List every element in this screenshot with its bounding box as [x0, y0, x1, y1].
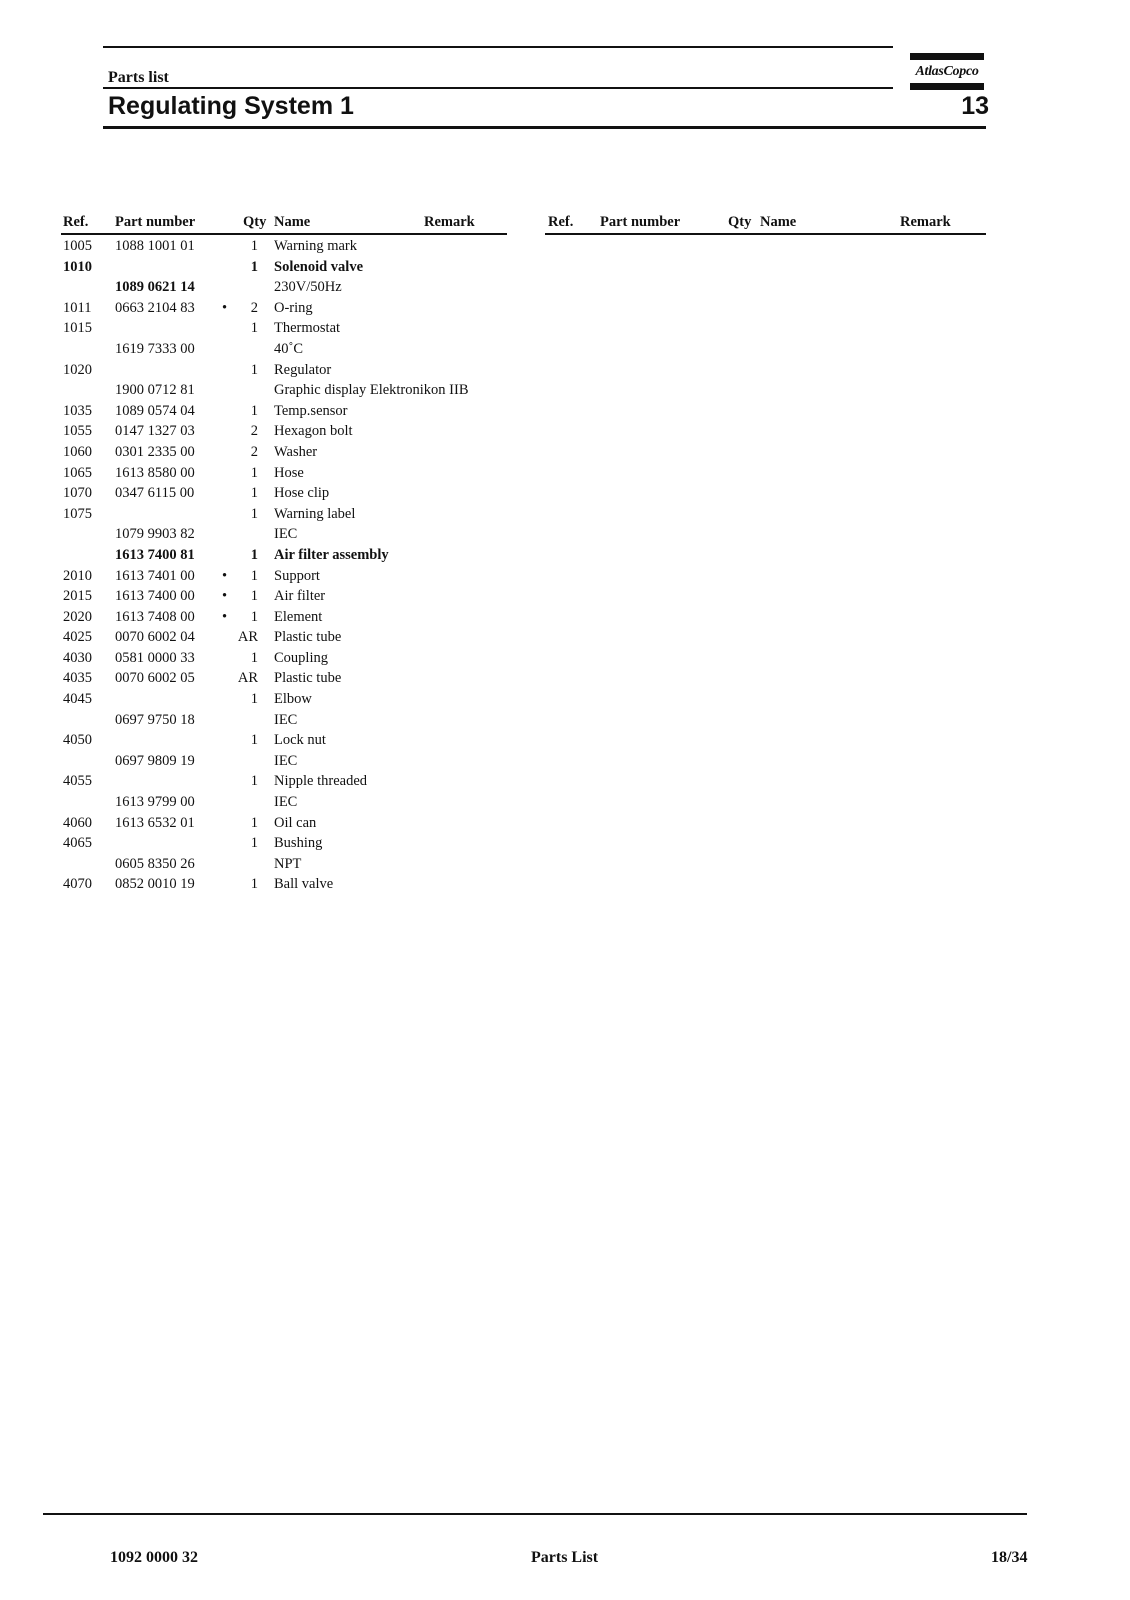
row-name: Oil can	[274, 814, 317, 831]
table-row	[0, 792, 520, 813]
row-bullet: •	[222, 588, 228, 605]
table-row	[0, 833, 520, 854]
table-row	[0, 483, 520, 504]
row-part-number: 0581 0000 33	[115, 649, 195, 666]
row-qty: 1	[250, 546, 258, 563]
parts-table	[0, 236, 520, 895]
row-bullet: •	[222, 299, 228, 316]
row-ref: 1065	[63, 464, 92, 481]
col-ref: Ref.	[63, 214, 89, 230]
row-name: IEC	[274, 711, 298, 728]
table-row	[0, 813, 520, 834]
row-qty: 1	[250, 361, 258, 378]
footer-page-number: 18/34	[991, 1549, 1028, 1566]
row-name: Air filter assembly	[274, 546, 389, 563]
row-qty: 1	[250, 649, 258, 666]
row-qty: 1	[250, 876, 258, 893]
row-ref: 4065	[63, 835, 92, 852]
row-ref: 2020	[63, 608, 92, 625]
row-ref: 4055	[63, 773, 92, 790]
row-part-number: 1613 9799 00	[115, 794, 195, 811]
row-name: Hose clip	[274, 485, 330, 502]
row-qty: 1	[250, 485, 258, 502]
row-name: Hexagon bolt	[274, 423, 353, 440]
table-header-rule-right	[545, 233, 986, 235]
row-part-number: 0347 6115 00	[115, 485, 195, 502]
row-bullet: •	[222, 608, 228, 625]
row-ref: 1070	[63, 485, 92, 502]
row-part-number: 0301 2335 00	[115, 443, 195, 460]
header-mid-rule	[103, 87, 893, 89]
row-bullet: •	[222, 567, 228, 584]
row-part-number: 0070 6002 04	[115, 629, 195, 646]
col-part-number: Part number	[115, 214, 196, 230]
row-ref: 1060	[63, 443, 92, 460]
table-row	[0, 627, 520, 648]
row-name: 230V/50Hz	[274, 279, 342, 296]
table-row	[0, 236, 520, 257]
row-part-number: 1613 7408 00	[115, 608, 195, 625]
table-row	[0, 586, 520, 607]
row-part-number: 0852 0010 19	[115, 876, 195, 893]
table-row	[0, 257, 520, 278]
row-qty: 2	[250, 423, 258, 440]
row-part-number: 1613 7400 00	[115, 588, 195, 605]
row-qty: 1	[250, 732, 258, 749]
row-part-number: 0605 8350 26	[115, 855, 195, 872]
row-qty: AR	[237, 670, 258, 687]
row-qty: 1	[250, 567, 258, 584]
row-ref: 2015	[63, 588, 92, 605]
row-name: Element	[274, 608, 323, 625]
chapter-number: 13	[961, 92, 989, 120]
row-qty: 1	[250, 320, 258, 337]
row-part-number: 1613 8580 00	[115, 464, 195, 481]
row-part-number: 0070 6002 05	[115, 670, 195, 687]
col-ref-right: Ref.	[548, 214, 574, 230]
row-name: Elbow	[274, 691, 312, 708]
table-row	[0, 607, 520, 628]
row-ref: 1005	[63, 238, 92, 254]
table-row	[0, 689, 520, 710]
section-label: Parts list	[108, 69, 169, 86]
row-ref: 4060	[63, 814, 92, 831]
row-name: Coupling	[274, 649, 328, 666]
atlas-copco-logo	[910, 53, 984, 90]
footer-doc-number: 1092 0000 32	[110, 1549, 198, 1566]
col-name-right: Name	[760, 214, 797, 230]
table-row	[0, 298, 520, 319]
row-qty: 1	[250, 238, 258, 254]
row-qty: 1	[250, 258, 258, 275]
table-row	[0, 771, 520, 792]
row-name: Warning label	[274, 505, 356, 522]
header-top-rule	[103, 46, 893, 48]
header-bottom-rule	[103, 126, 986, 129]
row-part-number: 1089 0574 04	[115, 402, 195, 419]
row-name: Plastic tube	[274, 629, 342, 646]
row-qty: 1	[250, 464, 258, 481]
table-header-rule-left	[61, 233, 507, 235]
table-row	[0, 318, 520, 339]
table-row	[0, 854, 520, 875]
table-row	[0, 751, 520, 772]
row-ref: 1015	[63, 320, 92, 337]
row-ref: 4045	[63, 691, 92, 708]
row-name: Warning mark	[274, 238, 357, 254]
row-name: Bushing	[274, 835, 323, 852]
row-ref: 1055	[63, 423, 92, 440]
row-qty: AR	[237, 629, 258, 646]
row-name: Ball valve	[274, 876, 334, 893]
row-qty: 1	[250, 691, 258, 708]
row-name: 40˚C	[274, 340, 303, 357]
row-qty: 1	[250, 588, 258, 605]
col-qty: Qty	[243, 214, 267, 230]
logo-text: AtlasCopco	[915, 64, 979, 79]
table-row	[0, 380, 520, 401]
row-part-number: 1619 7333 00	[115, 340, 195, 357]
row-qty: 1	[250, 773, 258, 790]
row-name: Solenoid valve	[274, 258, 364, 275]
table-row	[0, 668, 520, 689]
row-name: Lock nut	[274, 732, 326, 749]
row-part-number: 1088 1001 01	[115, 238, 195, 254]
row-name: Nipple threaded	[274, 773, 368, 790]
row-ref: 4030	[63, 649, 92, 666]
row-part-number: 0663 2104 83	[115, 299, 195, 316]
row-name: NPT	[274, 855, 302, 872]
row-ref: 1075	[63, 505, 92, 522]
page-title: Regulating System 1	[108, 92, 354, 120]
row-part-number: 1079 9903 82	[115, 526, 195, 543]
col-remark: Remark	[424, 214, 475, 230]
row-qty: 1	[250, 505, 258, 522]
row-ref: 4035	[63, 670, 92, 687]
row-qty: 1	[250, 402, 258, 419]
row-part-number: 1613 6532 01	[115, 814, 195, 831]
row-ref: 2010	[63, 567, 92, 584]
table-row	[0, 648, 520, 669]
table-row	[0, 710, 520, 731]
col-qty-right: Qty	[728, 214, 752, 230]
table-row	[0, 874, 520, 895]
row-name: O-ring	[274, 299, 313, 316]
row-name: Plastic tube	[274, 670, 342, 687]
table-row	[0, 277, 520, 298]
row-qty: 1	[250, 608, 258, 625]
col-remark-right: Remark	[900, 214, 951, 230]
row-name: Graphic display Elektronikon IIB	[274, 382, 469, 399]
table-row	[0, 463, 520, 484]
footer-rule	[43, 1513, 1027, 1515]
row-name: IEC	[274, 526, 298, 543]
row-name: Thermostat	[274, 320, 341, 337]
row-ref: 1020	[63, 361, 92, 378]
row-ref: 1011	[63, 299, 92, 316]
row-name: IEC	[274, 752, 298, 769]
row-part-number: 1613 7400 81	[115, 546, 195, 563]
row-name: Washer	[274, 443, 318, 460]
row-part-number: 1900 0712 81	[115, 382, 195, 399]
table-row	[0, 524, 520, 545]
row-name: Temp.sensor	[274, 402, 348, 419]
col-part-number-right: Part number	[600, 214, 681, 230]
table-row	[0, 421, 520, 442]
table-row	[0, 545, 520, 566]
row-qty: 1	[250, 814, 258, 831]
table-row	[0, 566, 520, 587]
row-name: Regulator	[274, 361, 332, 378]
row-part-number: 1089 0621 14	[115, 279, 195, 296]
row-ref: 4025	[63, 629, 92, 646]
table-row	[0, 730, 520, 751]
row-ref: 1010	[63, 258, 92, 275]
table-row	[0, 442, 520, 463]
row-name: Hose	[274, 464, 304, 481]
row-ref: 1035	[63, 402, 92, 419]
footer-label: Parts List	[531, 1549, 599, 1566]
row-name: Support	[274, 567, 320, 584]
table-row	[0, 504, 520, 525]
col-name: Name	[274, 214, 311, 230]
table-row	[0, 360, 520, 381]
row-name: Air filter	[274, 588, 326, 605]
row-name: IEC	[274, 794, 298, 811]
table-row	[0, 401, 520, 422]
row-ref: 4050	[63, 732, 92, 749]
table-row	[0, 339, 520, 360]
row-qty: 2	[250, 443, 258, 460]
row-part-number: 1613 7401 00	[115, 567, 195, 584]
row-qty: 1	[250, 835, 258, 852]
row-part-number: 0697 9809 19	[115, 752, 195, 769]
row-part-number: 0697 9750 18	[115, 711, 195, 728]
row-ref: 4070	[63, 876, 92, 893]
row-part-number: 0147 1327 03	[115, 423, 195, 440]
row-qty: 2	[250, 299, 258, 316]
